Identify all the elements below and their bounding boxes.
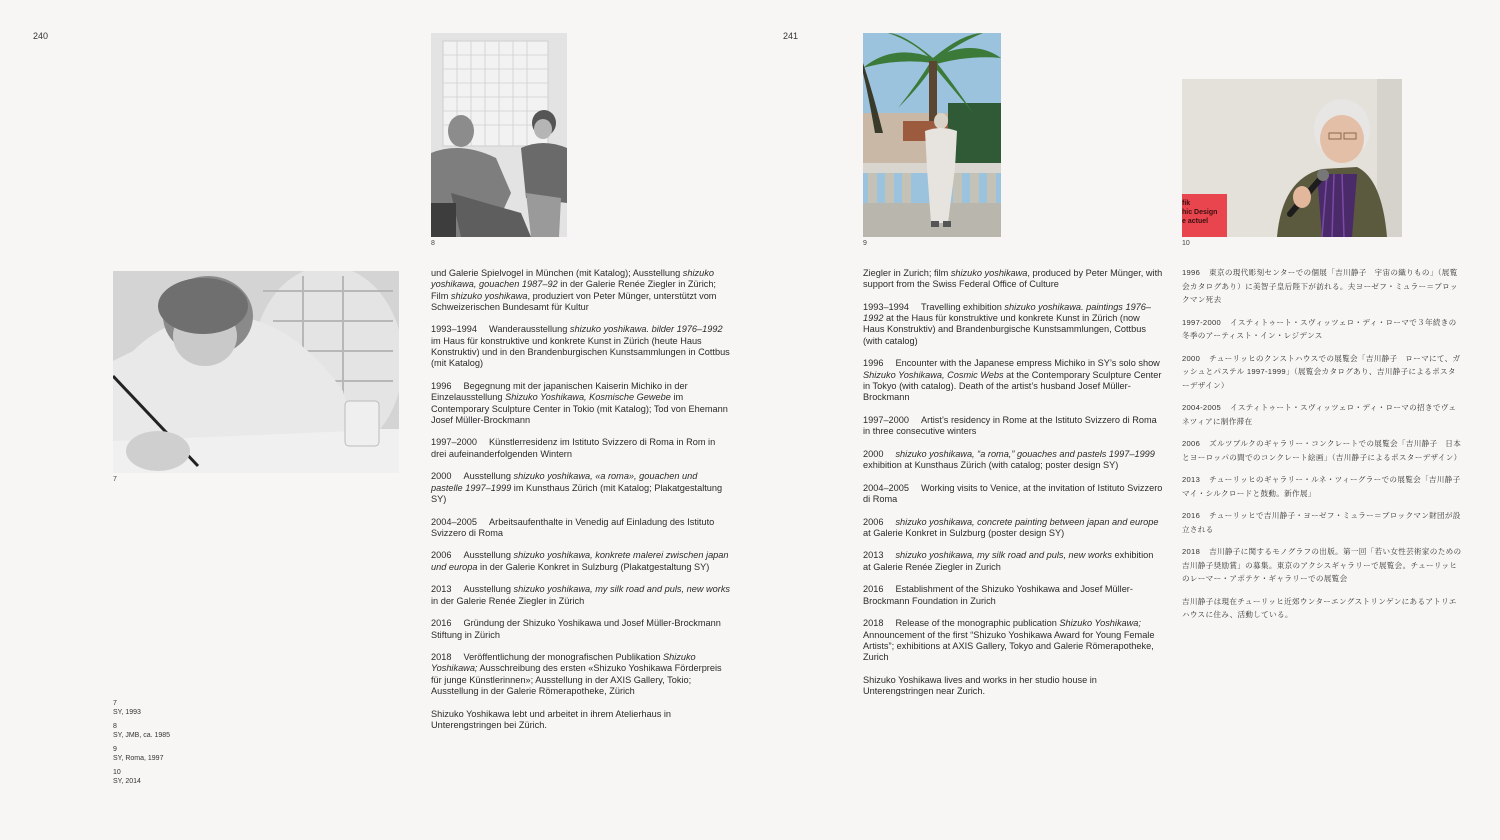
- english-entry: 2018 Release of the monographic publication Shizuko Yoshikawa; Announcement of the first “Shizuko Yoshikawa Award for Young Female Artists”; exhibitions at AXIS Gallery, Tokyo and Galerie Römerapotheke, Zurich: [863, 618, 1155, 663]
- photo-speaker-microphone: [1182, 79, 1402, 237]
- german-entry: 2016 Gründung der Shizuko Yoshikawa und Josef Müller-Brockmann Stiftung in Zürich: [431, 618, 721, 640]
- photo-caption-10: 10: [1182, 240, 1190, 247]
- page-number-left: 240: [33, 31, 49, 41]
- credit-item: 9 SY, Roma, 1997: [113, 746, 164, 762]
- english-entry: 2016 Establishment of the Shizuko Yoshikawa and Josef Müller-Brockmann Foundation in Zurich: [863, 584, 1133, 606]
- english-entry: 1997–2000 Artist’s residency in Rome at the Istituto Svizzero di Roma in three consecutive winters: [863, 414, 1157, 437]
- japanese-entry: 2004-2005 イスティトゥート・スヴィッツェロ・ディ・ローマの招きでヴェネツィアに制作滞在: [1182, 403, 1457, 426]
- page-number-right: 241: [783, 31, 799, 41]
- japanese-chronology: [1182, 266, 1469, 631]
- credit-item: 7 SY, 1993: [113, 700, 141, 716]
- german-entry: 2018 Veröffentlichung der monografischen Publikation Shizuko Yoshikawa; Ausschreibung des ersten «Shizuko Yoshikawa Förderpreis für junge Künstlerinnen»; Ausstellung in der AXIS Gallery, Tokio; Ausstellung in der Galerie Römerapotheke, Zürich: [431, 652, 722, 696]
- english-chronology: [863, 268, 1163, 709]
- german-entry: 2004–2005 Arbeitsaufenthalte in Venedig auf Einladung des Istituto Svizzero di Roma: [431, 516, 715, 538]
- german-closing: Shizuko Yoshikawa lebt und arbeitet in ihrem Atelierhaus in Unterengstringen bei Zürich.: [431, 708, 672, 730]
- english-entry: 1996 Encounter with the Japanese empress Michiko in SY’s solo show Shizuko Yoshikawa, Cosmic Webs at the Contemporary Sculpture Center in Tokyo (with catalog). Death of the artist’s husband Josef Müller-Brockmann: [863, 358, 1162, 403]
- svg-text:fik: fik: [1182, 200, 1191, 207]
- credit-item: 10 SY, 2014: [113, 769, 141, 785]
- svg-text:e actuel: e actuel: [1182, 218, 1209, 225]
- japanese-closing: 吉川静子は現在チューリッヒ近郊ウンターエングストリンゲンにあるアトリエハウスに住み、活動している。: [1182, 596, 1457, 619]
- japanese-entry: 2013 チューリッヒのギャラリー・ルネ・ツィーグラーでの展覧会「吉川静子 マイ・シルクロードと鼓動。新作展」: [1182, 475, 1469, 498]
- english-closing: Shizuko Yoshikawa lives and works in her studio house in Unterengstringen near Zurich.: [863, 674, 1097, 696]
- english-entry: 2000 shizuko yoshikawa, “a roma,” gouaches and pastels 1997–1999 exhibition at Kunsthaus Zürich (with catalog; poster design SY): [863, 448, 1155, 471]
- japanese-entry: 2018 吉川静子に関するモノグラフの出版。第一回「若い女性芸術家のための吉川静子奨励賞」の募集。東京のアクシスギャラリーで展覧会。チューリッヒのレーマー・アポテケ・ギャラリーでの展覧会: [1182, 547, 1462, 583]
- german-entry: 2013 Ausstellung shizuko yoshikawa, my silk road and puls, new works in der Galerie Renée Ziegler in Zürich: [431, 584, 731, 606]
- german-entry: 1996 Begegnung mit der japanischen Kaiserin Michiko in der Einzelausstellung Shizuko Yoshikawa, Kosmische Gewebe im Contemporary Sculpture Center in Tokio (mit Katalog); Tod von Ehemann Josef Müller-Brockmann: [431, 380, 728, 425]
- english-entry: 2013 shizuko yoshikawa, my silk road and puls, new works exhibition at Galerie Renée Ziegler in Zurich: [863, 550, 1154, 572]
- photo-caption-9: 9: [863, 240, 867, 247]
- photo-credits: [113, 700, 170, 792]
- japanese-entry: 2006 ズルツブルクのギャラリー・コンクレートでの展覧会「吉川静子 日本とヨーロッパの間でのコンクレート絵画」（吉川静子によるポスターデザイン）: [1182, 439, 1462, 462]
- german-entry: 2006 Ausstellung shizuko yoshikawa, konkrete malerei zwischen japan und europa in der Galerie Konkret in Sulzburg (Plakatgestaltung SY): [431, 550, 729, 572]
- photo-caption-7: 7: [113, 476, 117, 483]
- photo-artist-painting: [113, 271, 399, 473]
- credit-item: 8 SY, JMB, ca. 1985: [113, 723, 171, 739]
- japanese-entry: 2000 チューリッヒのクンストハウスでの展覧会「吉川静子 ローマにて、ガッシュとパステル 1997-1999」（展覧会カタログあり、吉川静子によるポスターデザイン）: [1182, 353, 1461, 390]
- english-entry: 1993–1994 Travelling exhibition shizuko yoshikawa. paintings 1976–1992 at the Haus für konstruktive und konkrete Kunst in Zürich (now Haus Konstruktiv) and Brandenburgische Kunstsammlungen, Cottbus (with catalog): [863, 301, 1152, 346]
- german-entry: und Galerie Spielvogel in München (mit Katalog); Ausstellung shizuko yoshikawa, gouachen 1987–92 in der Galerie Renée Ziegler in Zürich; Film shizuko yoshikawa, produziert von Peter Münger, unterstützt vom Schweizerischen Bundesamt für Kultur: [431, 268, 717, 312]
- svg-text:hic Design: hic Design: [1182, 209, 1218, 216]
- japanese-entry: 1997-2000 イスティトゥート・スヴィッツェロ・ディ・ローマで３年続きの冬季のアーティスト・イン・レジデンス: [1182, 317, 1457, 340]
- english-entry: 2006 shizuko yoshikawa, concrete painting between japan and europe at Galerie Konkret in Sulzburg (poster design SY): [863, 516, 1159, 538]
- german-entry: 2000 Ausstellung shizuko yoshikawa, «a roma», gouachen und pastelle 1997–1999 im Kunsthaus Zürich (mit Katalog; Plakatgestaltung SY): [431, 471, 723, 504]
- photo-rome-terrace: [863, 33, 1001, 237]
- german-chronology: [431, 268, 731, 742]
- english-entry: 2004–2005 Working visits to Venice, at the invitation of Istituto Svizzero di Roma: [863, 482, 1163, 504]
- german-entry: 1997–2000 Künstlerresidenz im Istituto Svizzero di Roma in Rom in drei aufeinanderfolgenden Wintern: [431, 437, 716, 459]
- photo-caption-8: 8: [431, 240, 435, 247]
- german-entry: 1993–1994 Wanderausstellung shizuko yoshikawa. bilder 1976–1992 im Haus für konstruktive und konkrete Kunst in Zürich (heute Haus Konstruktiv) und in den Brandenburgischen Kunstsammlungen in Cottbus (mit Katalog): [431, 324, 730, 369]
- japanese-entry: 1996 東京の現代彫刻センターでの個展「吉川静子 宇宙の織りもの」（展覧会カタログあり）に美智子皇后陛下が訪れる。夫ヨーゼフ・ミュラー＝ブロックマン死去: [1182, 268, 1458, 304]
- photo-couple-seated: [431, 33, 567, 237]
- english-entry: Ziegler in Zurich; film shizuko yoshikawa, produced by Peter Münger, with support from the Swiss Federal Office of Culture: [863, 268, 1163, 290]
- japanese-entry: 2016 チューリッヒで吉川静子・ヨーゼフ・ミュラー＝ブロックマン財団が設立される: [1182, 511, 1461, 534]
